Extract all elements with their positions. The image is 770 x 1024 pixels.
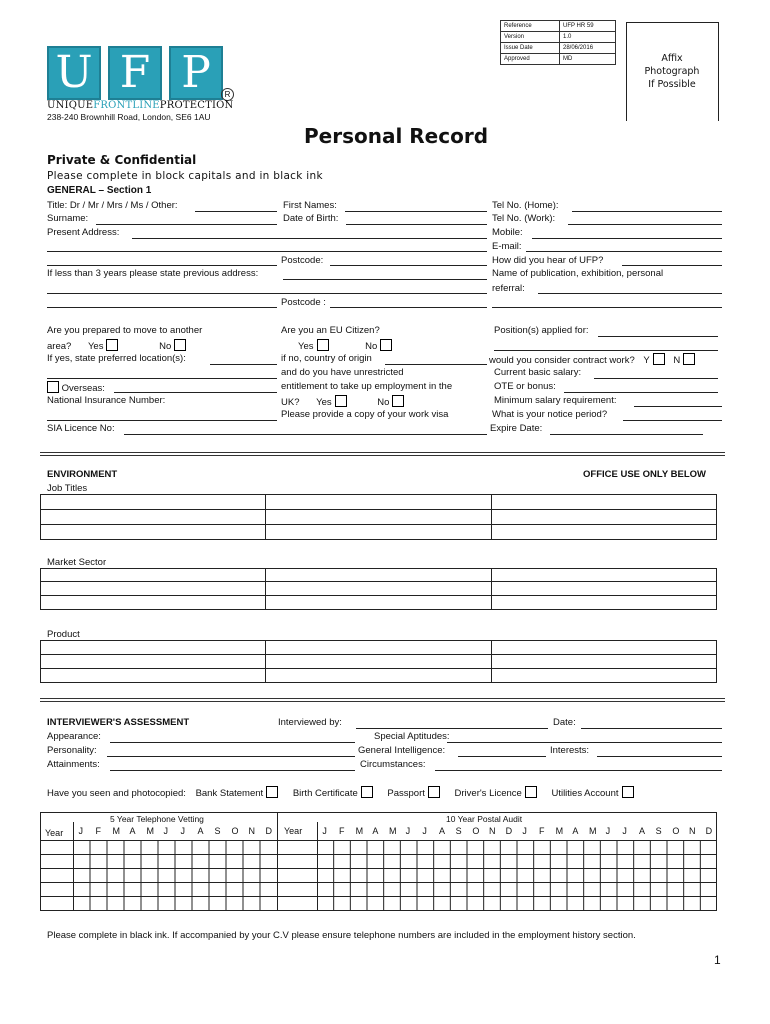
month-header: S <box>214 826 221 836</box>
month-header: J <box>622 826 627 836</box>
appearance-field[interactable] <box>110 742 355 743</box>
position-field-2[interactable] <box>494 350 718 351</box>
table-cell[interactable] <box>266 525 491 540</box>
registered-mark: R <box>221 88 234 101</box>
tel-work-field[interactable] <box>568 224 722 225</box>
section-divider-2 <box>40 698 725 702</box>
move-row: area? Yes No <box>47 339 186 352</box>
market-sector-table <box>40 568 717 610</box>
table-cell[interactable] <box>491 655 716 669</box>
table-cell[interactable] <box>41 582 266 596</box>
first-names-field[interactable] <box>345 211 487 212</box>
month-header: O <box>231 826 239 836</box>
country-origin-label: if no, country of origin <box>281 353 372 364</box>
date-label: Date: <box>553 717 576 728</box>
month-header: J <box>322 826 327 836</box>
month-header: A <box>439 826 446 836</box>
sia-label: SIA Licence No: <box>47 423 115 434</box>
address-line-2[interactable] <box>47 251 487 252</box>
title-field[interactable] <box>195 211 277 212</box>
general-heading: GENERAL – Section 1 <box>47 185 152 196</box>
table-cell[interactable] <box>266 669 491 683</box>
meta-value: UFP HR 59 <box>560 21 616 32</box>
month-header: J <box>180 826 185 836</box>
email-label: E-mail: <box>492 241 522 252</box>
uk-no-checkbox[interactable] <box>392 395 404 407</box>
interviewer-heading: INTERVIEWER'S ASSESSMENT <box>47 717 190 728</box>
appearance-label: Appearance: <box>47 731 101 742</box>
table-cell[interactable] <box>491 596 716 610</box>
table-cell[interactable] <box>491 495 716 510</box>
move-yes-checkbox[interactable] <box>106 339 118 351</box>
table-cell[interactable] <box>41 641 266 655</box>
table-cell[interactable] <box>266 655 491 669</box>
instructions: Please complete in block capitals and in black ink <box>47 170 323 182</box>
passport-checkbox[interactable] <box>428 786 440 798</box>
table-cell[interactable] <box>41 525 266 540</box>
meta-row <box>501 43 616 54</box>
postcode-field[interactable] <box>330 265 487 266</box>
company-address: 238-240 Brownhill Road, London, SE6 1AU <box>47 112 211 122</box>
month-header: D <box>705 826 713 836</box>
table-cell[interactable] <box>41 655 266 669</box>
personality-label: Personality: <box>47 745 97 756</box>
ni-label: National Insurance Number: <box>47 395 166 406</box>
meta-label: Issue Date <box>501 43 560 54</box>
table-cell[interactable] <box>266 510 491 525</box>
publication-label: Name of publication, exhibition, personal <box>492 268 664 279</box>
hear-label: How did you hear of UFP? <box>492 255 604 266</box>
month-header: J <box>522 826 527 836</box>
tel-work-label: Tel No. (Work): <box>492 213 556 224</box>
table-cell[interactable] <box>491 669 716 683</box>
month-header: N <box>489 826 496 836</box>
overseas-checkbox[interactable] <box>47 381 59 393</box>
document-meta-table <box>500 20 616 65</box>
eu-label: Are you an EU Citizen? <box>281 325 380 336</box>
contract-row: would you consider contract work? Y N <box>489 353 695 366</box>
interests-label: Interests: <box>550 745 590 756</box>
tel-home-label: Tel No. (Home): <box>492 200 559 211</box>
country-origin-field[interactable] <box>385 364 487 365</box>
photo-box-text: Affix Photograph If Possible <box>644 53 700 90</box>
month-header: A <box>572 826 579 836</box>
vetting-grid-lines <box>40 812 717 914</box>
sia-field[interactable] <box>124 434 487 435</box>
table-cell[interactable] <box>491 582 716 596</box>
general-intelligence-field[interactable] <box>458 756 546 757</box>
month-header: M <box>555 826 564 836</box>
present-address-label: Present Address: <box>47 227 120 238</box>
logo-letter-f: F <box>108 46 162 100</box>
meta-row <box>501 32 616 43</box>
month-header: N <box>689 826 696 836</box>
month-header: M <box>112 826 120 836</box>
month-header: J <box>605 826 611 836</box>
section-divider-1 <box>40 452 725 456</box>
eu-row: Yes No <box>298 339 392 352</box>
ni-field[interactable] <box>47 420 277 421</box>
surname-field[interactable] <box>96 224 277 225</box>
logo-letter-u: U <box>47 46 101 100</box>
month-header: A <box>639 826 646 836</box>
expire-label: Expire Date: <box>490 423 543 434</box>
postcode2-label: Postcode : <box>281 297 326 308</box>
referral-label: referral: <box>492 283 525 294</box>
ote-label: OTE or bonus: <box>494 381 556 392</box>
product-table <box>40 640 717 683</box>
uk-row: UK? Yes No <box>281 395 404 408</box>
meta-value: MD <box>560 54 616 65</box>
product-label: Product <box>47 629 80 640</box>
meta-row <box>501 21 616 32</box>
documents-row: Have you seen and photocopied: Bank Statement Birth Certificate Passport Driver's Licence Utilities Account <box>47 786 634 799</box>
month-header: S <box>455 826 462 836</box>
logo-wordmark: UNIQUEFRONTLINEPROTECTION <box>47 100 234 111</box>
general-intelligence-label: General Intelligence: <box>358 745 446 756</box>
meta-label: Version <box>501 32 560 43</box>
eu-yes-checkbox[interactable] <box>317 339 329 351</box>
meta-label: Reference <box>501 21 560 32</box>
job-titles-label: Job Titles <box>47 483 88 494</box>
hear-field[interactable] <box>622 265 722 266</box>
table-cell[interactable] <box>266 495 491 510</box>
interests-field[interactable] <box>597 756 722 757</box>
preferred-location-field-1[interactable] <box>210 364 277 365</box>
previous-address-label: If less than 3 years please state previous address: <box>47 268 259 279</box>
telephone-vetting-title: 5 Year Telephone Vetting <box>110 814 204 824</box>
table-cell[interactable] <box>266 582 491 596</box>
address-line-3[interactable] <box>47 265 277 266</box>
notice-label: What is your notice period? <box>492 409 608 420</box>
referral-field-2[interactable] <box>492 307 722 308</box>
ote-field[interactable] <box>564 392 718 393</box>
environment-heading: ENVIRONMENT <box>47 469 118 480</box>
min-salary-field[interactable] <box>634 406 722 407</box>
job-titles-table <box>40 494 717 540</box>
eu-no-checkbox[interactable] <box>380 339 392 351</box>
interviewed-by-label: Interviewed by: <box>278 717 342 728</box>
expire-field[interactable] <box>550 434 703 435</box>
preferred-location-field-2[interactable] <box>47 378 277 379</box>
notice-field[interactable] <box>623 420 722 421</box>
mobile-field[interactable] <box>532 238 722 239</box>
table-cell[interactable] <box>41 495 266 510</box>
position-label: Position(s) applied for: <box>494 325 589 336</box>
circumstances-field[interactable] <box>435 770 722 771</box>
address-line-1[interactable] <box>132 238 487 239</box>
month-header: D <box>505 826 513 836</box>
preferred-location-label: If yes, state preferred location(s): <box>47 353 186 364</box>
visa-label: Please provide a copy of your work visa <box>281 409 449 420</box>
referral-field-1[interactable] <box>538 293 722 294</box>
surname-label: Surname: <box>47 213 89 224</box>
birth-certificate-checkbox[interactable] <box>361 786 373 798</box>
table-cell[interactable] <box>41 596 266 610</box>
table-cell[interactable] <box>266 641 491 655</box>
salary-label: Current basic salary: <box>494 367 582 378</box>
year-header: Year <box>284 826 303 836</box>
contract-yes-checkbox[interactable] <box>653 353 665 365</box>
previous-address-field-3[interactable] <box>47 307 277 308</box>
drivers-licence-checkbox[interactable] <box>525 786 537 798</box>
month-header: D <box>265 826 272 836</box>
attainments-label: Attainments: <box>47 759 100 770</box>
special-aptitudes-label: Special Aptitudes: <box>374 731 450 742</box>
meta-row <box>501 54 616 65</box>
table-cell[interactable] <box>266 569 491 582</box>
month-header: A <box>197 826 204 836</box>
date-field[interactable] <box>581 728 722 729</box>
vetting-grid <box>40 812 717 914</box>
meta-label: Approved <box>501 54 560 65</box>
overseas-field[interactable] <box>114 392 277 393</box>
move-no-checkbox[interactable] <box>174 339 186 351</box>
month-header: S <box>655 826 662 836</box>
salary-field[interactable] <box>594 378 718 379</box>
market-sector-label: Market Sector <box>47 557 107 568</box>
email-field[interactable] <box>526 251 722 252</box>
postcode2-field[interactable] <box>330 307 487 308</box>
year-header: Year <box>45 828 64 838</box>
month-header: M <box>589 826 597 836</box>
previous-address-field-2[interactable] <box>47 293 487 294</box>
logo-letter-p: P <box>169 46 223 100</box>
month-header: A <box>372 826 379 836</box>
page-title: Personal Record <box>304 124 489 148</box>
month-header: F <box>95 826 101 836</box>
page-number: 1 <box>714 953 721 967</box>
month-header: O <box>472 826 480 836</box>
month-header: F <box>539 826 545 836</box>
special-aptitudes-field[interactable] <box>447 742 722 743</box>
dob-label: Date of Birth: <box>283 213 339 224</box>
month-header: A <box>129 826 136 836</box>
tel-home-field[interactable] <box>572 211 722 212</box>
month-header: J <box>78 826 83 836</box>
meta-value: 28/06/2016 <box>560 43 616 54</box>
postcode-label: Postcode: <box>281 255 324 266</box>
table-cell[interactable] <box>491 569 716 582</box>
postal-audit-title: 10 Year Postal Audit <box>446 814 523 824</box>
month-header: J <box>405 826 411 836</box>
month-header: J <box>422 826 427 836</box>
month-header: M <box>389 826 397 836</box>
attainments-field[interactable] <box>110 770 355 771</box>
table-cell[interactable] <box>491 641 716 655</box>
month-header: N <box>248 826 255 836</box>
position-field-1[interactable] <box>598 336 718 337</box>
overseas-row: Overseas: <box>44 381 105 394</box>
bank-statement-checkbox[interactable] <box>266 786 278 798</box>
first-names-label: First Names: <box>283 200 337 211</box>
month-header: M <box>355 826 364 836</box>
uk-yes-checkbox[interactable] <box>335 395 347 407</box>
mobile-label: Mobile: <box>492 227 523 238</box>
month-header: F <box>339 826 345 836</box>
title-label: Title: Dr / Mr / Mrs / Ms / Other: <box>47 200 178 211</box>
dob-field[interactable] <box>346 224 487 225</box>
meta-value: 1.0 <box>560 32 616 43</box>
personality-field[interactable] <box>107 756 355 757</box>
table-cell[interactable] <box>491 510 716 525</box>
contract-no-checkbox[interactable] <box>683 353 695 365</box>
table-cell[interactable] <box>41 669 266 683</box>
move-label-1: Are you prepared to move to another <box>47 325 203 336</box>
month-header: J <box>163 826 168 836</box>
table-cell[interactable] <box>266 596 491 610</box>
entitlement-label: entitlement to take up employment in the <box>281 381 453 392</box>
circumstances-label: Circumstances: <box>360 759 426 770</box>
table-cell[interactable] <box>41 569 266 582</box>
min-salary-label: Minimum salary requirement: <box>494 395 617 406</box>
month-header: O <box>672 826 680 836</box>
office-use-label: OFFICE USE ONLY BELOW <box>583 469 706 480</box>
utilities-account-checkbox[interactable] <box>622 786 634 798</box>
table-cell[interactable] <box>491 525 716 540</box>
private-label: Private & Confidential <box>47 153 197 167</box>
month-header: M <box>146 826 154 836</box>
interviewed-by-field[interactable] <box>356 728 548 729</box>
previous-address-field-1[interactable] <box>283 279 487 280</box>
unrestricted-label: and do you have unrestricted <box>281 367 404 378</box>
footer-note: Please complete in black ink. If accompanied by your C.V please ensure telephone numbers are included in the employment history section. <box>47 930 636 941</box>
table-cell[interactable] <box>41 510 266 525</box>
